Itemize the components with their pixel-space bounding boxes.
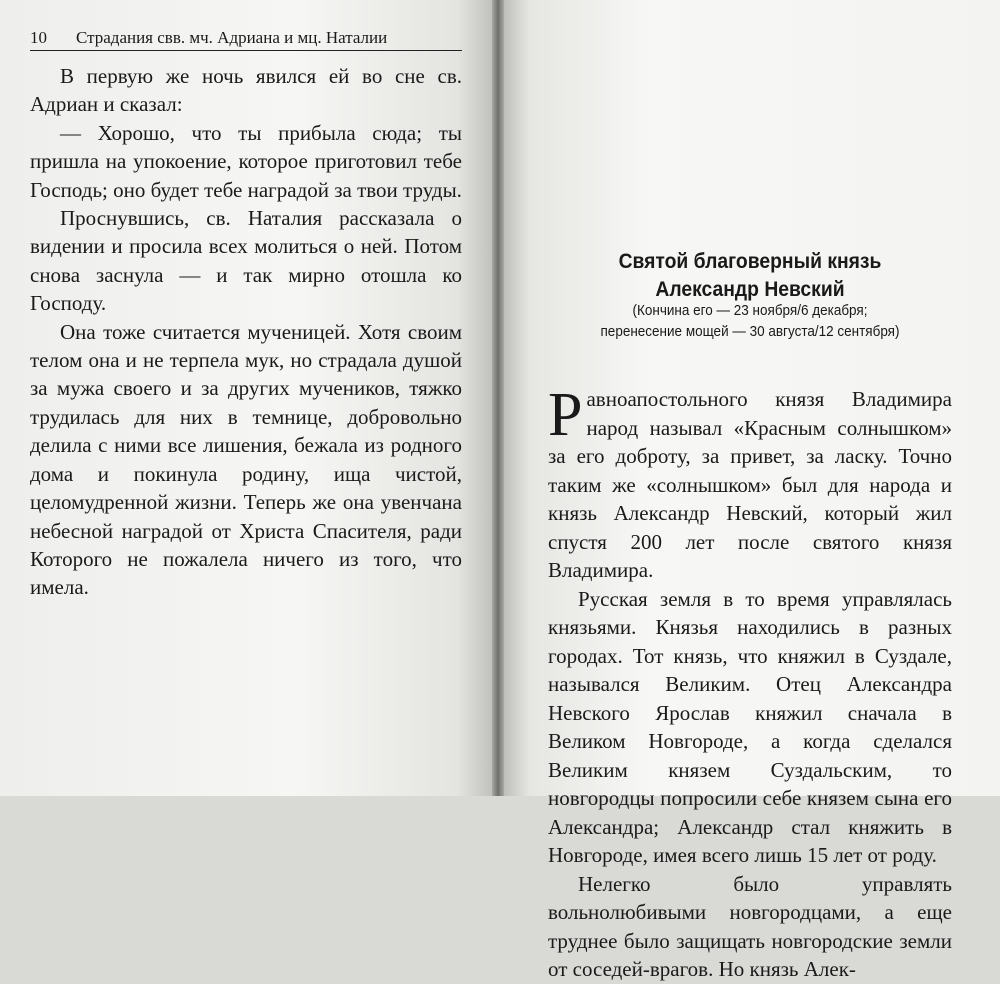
subtitle-line: перенесение мощей — 30 августа/12 сентября) <box>600 323 900 340</box>
paragraph: В первую же ночь явился ей во сне св. Адриан и сказал: <box>30 64 462 117</box>
running-head <box>30 28 462 51</box>
chapter-title-line: Александр Невский <box>655 278 845 301</box>
paragraph <box>548 381 952 585</box>
chapter-subtitle <box>552 300 948 342</box>
paragraph: Она тоже считается мученицей. Хотя своим телом она и не терпела мук, но страдала душой за мужа своего и за других мучеников, тяжко трудилась для них в темнице, добровольно делила с ними все лишения, бежала из родного дома и покинула родину, ища чистой, целомудренной жизни. Теперь же она увенчана небесной наградой от Христа Спасителя, ради Которого не пожалела ничего из того, что имела. <box>30 319 462 600</box>
page-number: 10 <box>30 28 47 47</box>
paragraph-text: авноапостольного князя Владимира народ называл «Красным солнышком» за его доброту, за привет, за ласку. Точно таким же «солнышком» был для народа и князь Александр Невский, который жил спустя 200 лет после святого князя Владимира. <box>548 387 952 582</box>
chapter-title <box>548 248 953 304</box>
paragraph: Нелегко было управлять вольнолюбивыми новгородцами, а еще труднее было защищать новгородские земли от соседей-врагов. Но князь Алек- <box>548 871 952 981</box>
paragraph: Проснувшись, св. Наталия рассказала о видении и просила всех молиться о ней. Потом снова заснула — и так мирно отошла ко Господу. <box>30 206 462 316</box>
paragraph: — Хорошо, что ты прибыла сюда; ты пришла на упокоение, которое приготовил тебе Господь; оно будет тебе наградой за твои труды. <box>30 120 462 202</box>
left-body-text <box>30 62 462 602</box>
drop-cap: Р <box>548 381 583 449</box>
paragraph: Русская земля в то время управлялась князьями. Князья находились в разных городах. Тот князь, что княжил в Суздале, назывался Великим. Отец Александра Невского Ярослав княжил сначала в Великом Новгороде, а когда сделался Великим князем Суздальским, то новгородцы попросили себе князем сына его Александра; Александр стал княжить в Новгороде, имея всего лишь 15 лет от роду. <box>548 586 952 867</box>
running-head-title: Страдания свв. мч. Адриана и мц. Наталии <box>76 28 388 47</box>
subtitle-line: (Кончина его — 23 ноября/6 декабря; <box>632 302 868 319</box>
chapter-title-line: Святой благоверный князь <box>618 250 882 273</box>
right-body-text <box>548 381 952 984</box>
book-gutter <box>492 0 504 796</box>
